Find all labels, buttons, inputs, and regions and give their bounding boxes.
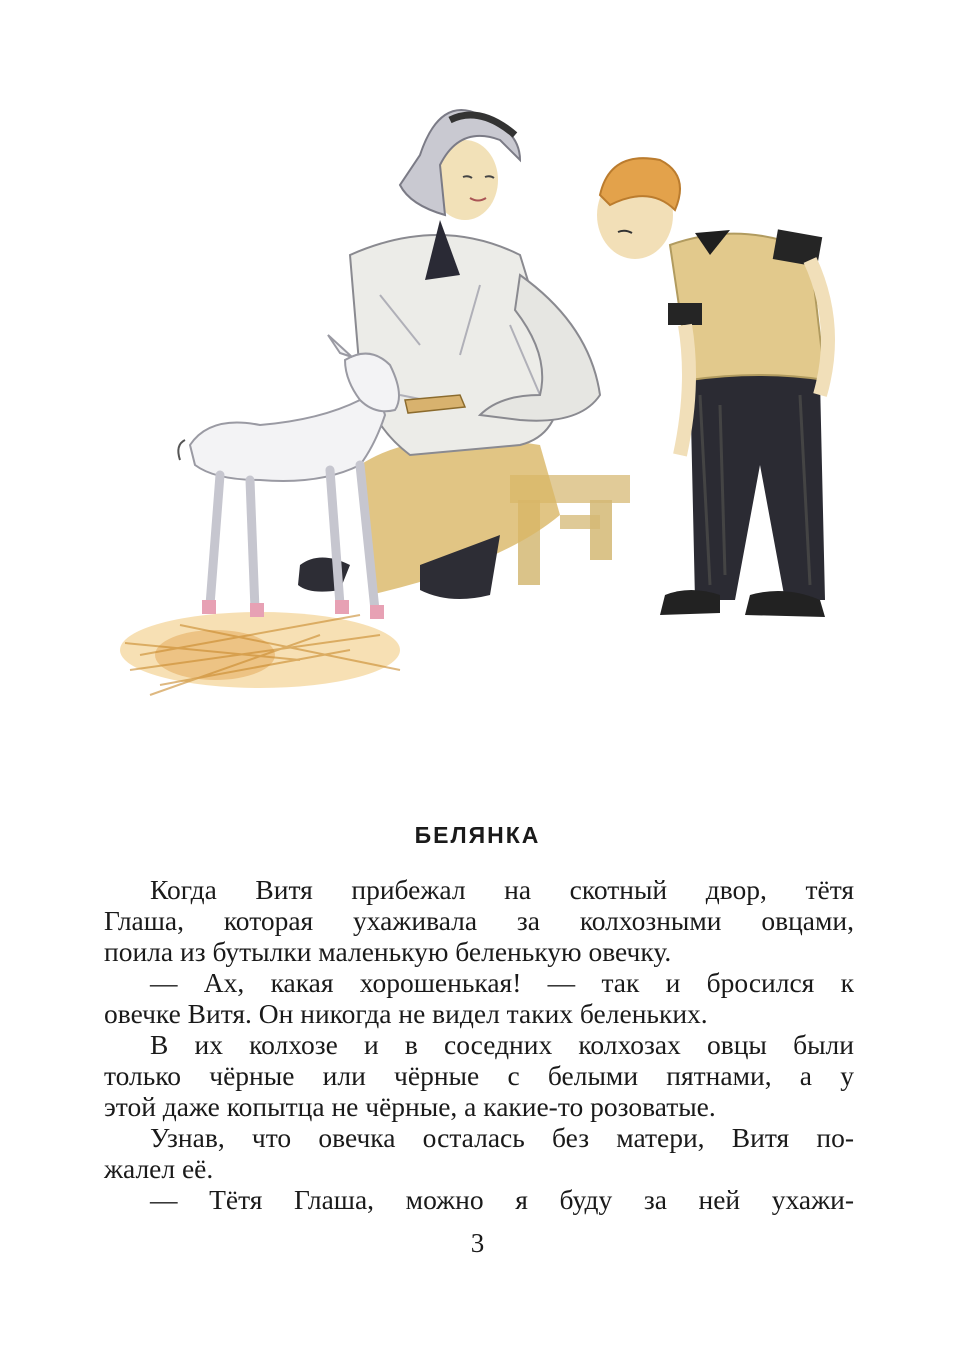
text-line: Узнав, что овечка осталась без матери, Витя по- [150, 1122, 854, 1153]
story-title: БЕЛЯНКА [414, 822, 541, 848]
story-text [104, 874, 854, 1215]
text-line: Глаша, которая ухаживала за колхозными овцами, [104, 905, 854, 936]
text-line: этой даже копытца не чёрные, а какие-то розоватые. [104, 1091, 716, 1122]
hay-pile [120, 612, 400, 695]
text-line: Когда Витя прибежал на скотный двор, тётя [150, 874, 854, 905]
boy-figure [597, 158, 828, 617]
text-line: только чёрные или чёрные с белыми пятнами, а у [104, 1060, 854, 1091]
text-line: поила из бутылки маленькую беленькую овечку. [104, 936, 672, 967]
text-line: В их колхозе и в соседних колхозах овцы были [150, 1029, 854, 1060]
text-line: — Тётя Глаша, можно я буду за ней ухажи- [150, 1184, 854, 1215]
page-number: 3 [470, 1228, 485, 1258]
text-line: жалел её. [104, 1153, 214, 1184]
story-illustration [120, 95, 840, 705]
text-line: — Ах, какая хорошенькая! — так и бросился к [150, 967, 854, 998]
text-line: овечке Витя. Он никогда не видел таких беленьких. [104, 998, 708, 1029]
